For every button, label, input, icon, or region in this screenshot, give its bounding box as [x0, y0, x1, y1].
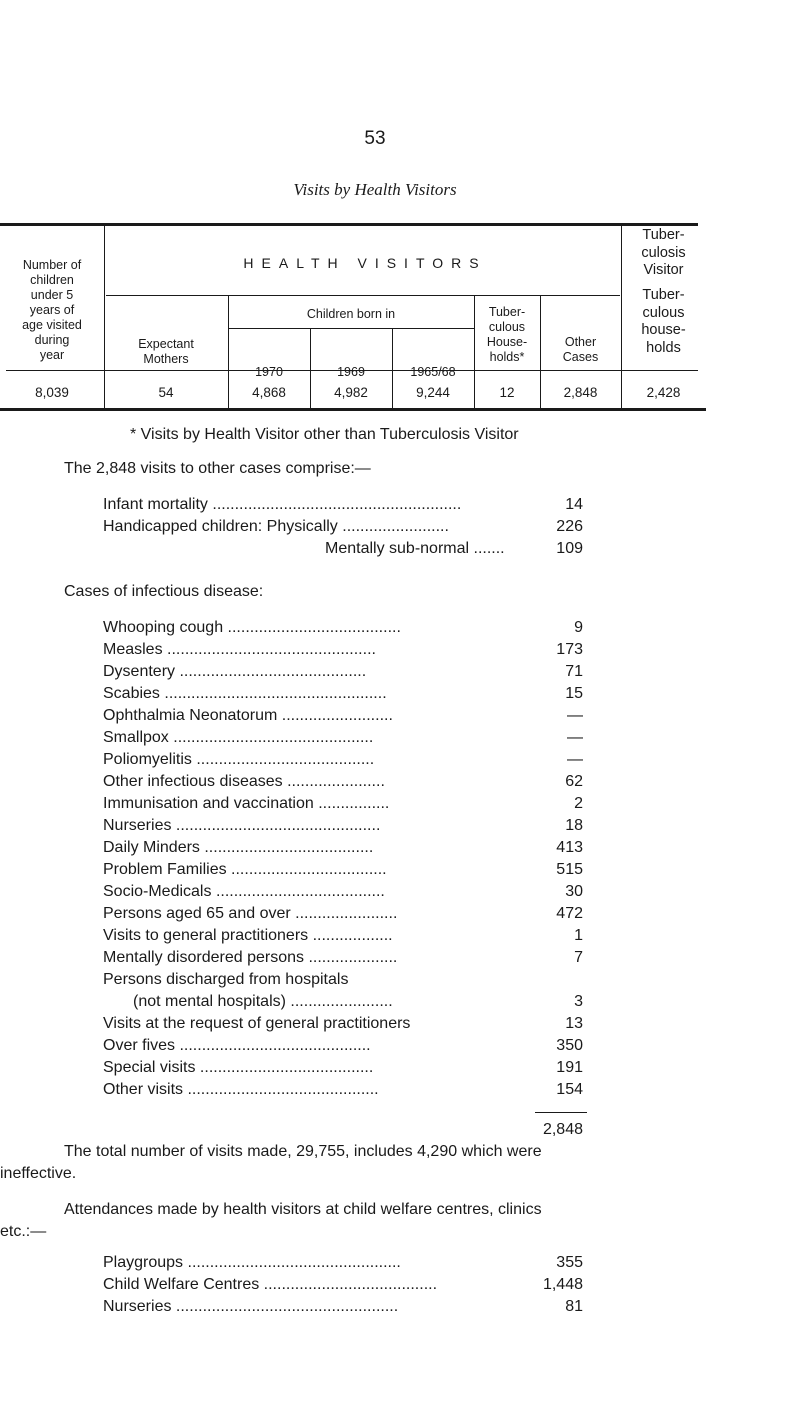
leader-dots: ......................................	[204, 839, 374, 856]
header-text: holds	[646, 339, 681, 356]
list-row	[103, 1081, 583, 1101]
list-value: 62	[565, 773, 583, 790]
leader-dots: ...............................................	[167, 641, 376, 658]
header-text: house-	[641, 322, 686, 338]
header-text: during	[34, 333, 70, 347]
leader-dots: ..................................................	[164, 685, 387, 702]
leader-dots: .......	[473, 540, 505, 557]
list-value: 2	[574, 795, 583, 812]
header-health-visitors: HEALTH VISITORS	[243, 255, 487, 271]
list-row	[103, 773, 583, 793]
leader-dots: .......................................	[199, 1059, 374, 1076]
list-label: Handicapped children: Physically	[103, 518, 343, 535]
leader-dots: .......................	[290, 993, 393, 1010]
list-value: 191	[556, 1059, 583, 1076]
list-row	[103, 663, 583, 683]
header-text: House-	[486, 335, 528, 349]
header-text: Tuber-	[488, 305, 526, 319]
list-value: 1	[574, 927, 583, 944]
list-row	[103, 927, 583, 947]
header-other-cases	[540, 335, 621, 365]
leader-dots: .............................................	[173, 729, 374, 746]
leader-dots: .........................	[281, 707, 393, 724]
leader-dots: ...........................................	[179, 1037, 371, 1054]
leader-dots: ........................................	[196, 751, 375, 768]
header-text: culosis	[641, 244, 686, 261]
header-expectant-mothers	[104, 337, 228, 367]
page-number: 53	[364, 128, 386, 149]
list-row	[103, 641, 583, 661]
list-label: Nurseries	[103, 1298, 176, 1315]
leader-dots: .......................................	[227, 619, 401, 636]
list-value: —	[567, 729, 583, 746]
header-text: under 5	[30, 288, 74, 302]
list-label: Scabies	[103, 685, 165, 702]
value-number-children: 8,039	[35, 385, 69, 400]
leader-dots: ......................	[287, 773, 385, 790]
leader-dots: ...................................	[231, 861, 387, 878]
paragraph-attendances-cont: etc.:—	[0, 1223, 47, 1240]
list-value: 355	[556, 1254, 583, 1271]
list-value: 18	[565, 817, 583, 834]
leader-dots: ..............................................	[175, 817, 381, 834]
header-text: year	[39, 348, 65, 362]
header-children-born-in: Children born in	[306, 307, 396, 321]
header-text: children	[30, 273, 74, 287]
list-row	[103, 1059, 583, 1079]
header-text: Expectant	[138, 337, 194, 351]
table-bottom-rule	[0, 408, 706, 411]
paragraph-total-visits: The total number of visits made, 29,755, includes 4,290 which were	[64, 1143, 542, 1160]
list-label: Persons discharged from hospitals	[103, 971, 349, 988]
list-value: 13	[565, 1015, 583, 1032]
list-value: 30	[565, 883, 583, 900]
list-label: Ophthalmia Neonatorum	[103, 707, 282, 724]
header-text: Cases	[562, 350, 599, 364]
leader-dots: .......................................	[263, 1276, 438, 1293]
leader-dots: .......................	[295, 905, 398, 922]
intro-text: The 2,848 visits to other cases comprise:—	[64, 460, 371, 477]
list-value: 413	[556, 839, 583, 856]
leader-dots: ..................................................	[175, 1298, 399, 1315]
list-row	[103, 839, 583, 859]
header-text: Tuber-	[642, 227, 685, 243]
header-tb-visitor-households	[621, 287, 706, 357]
list-value: 226	[556, 518, 583, 535]
list-row	[103, 1015, 583, 1035]
list-value: 15	[565, 685, 583, 702]
list-row	[103, 905, 583, 925]
list-row	[103, 883, 583, 903]
list-label: Playgroups	[103, 1254, 188, 1271]
list-row	[103, 619, 583, 639]
footnote: * Visits by Health Visitor other than Tuberculosis Visitor	[130, 426, 519, 443]
total-value: 2,848	[542, 1121, 583, 1138]
list-value: 71	[565, 663, 583, 680]
list-row	[103, 707, 583, 727]
list-label: Other visits	[103, 1081, 188, 1098]
list-row	[103, 949, 583, 969]
list-value: 81	[565, 1298, 583, 1315]
list-value: 515	[556, 861, 583, 878]
list-row	[103, 496, 583, 516]
value-expectant-mothers: 54	[158, 385, 174, 400]
header-tuberculous-households	[474, 305, 540, 365]
list-value: —	[567, 707, 583, 724]
list-label: Dysentery	[103, 663, 180, 680]
list-value: 9	[574, 619, 583, 636]
list-row	[103, 1254, 583, 1274]
value-born-1970: 4,868	[252, 385, 286, 400]
list-label: Nurseries	[103, 817, 176, 834]
infectious-heading: Cases of infectious disease:	[64, 583, 264, 600]
list-label: Visits to general practitioners	[103, 927, 313, 944]
leader-dots: ................................................	[187, 1254, 401, 1271]
list-row	[103, 971, 583, 991]
table-subhead-rule	[106, 295, 620, 296]
list-value: 109	[556, 540, 583, 557]
list-label: Socio-Medicals	[103, 883, 216, 900]
header-number-children	[0, 258, 104, 363]
list-value: 1,448	[542, 1276, 583, 1293]
value-tuberculous-households: 12	[499, 385, 515, 400]
list-label: Persons aged 65 and over	[103, 905, 296, 922]
header-text: age visited	[22, 318, 82, 332]
header-text: Mothers	[143, 352, 189, 366]
list-label: Special visits	[103, 1059, 200, 1076]
header-year-1970: 1970	[255, 365, 283, 379]
header-text: Visitor	[643, 262, 684, 278]
value-born-1965-68: 9,244	[416, 385, 450, 400]
list-value: 154	[556, 1081, 583, 1098]
table-vline-1	[104, 226, 105, 410]
header-text: holds*	[489, 350, 525, 364]
total-rule	[535, 1112, 587, 1113]
list-row	[103, 1276, 583, 1296]
list-label: Over fives	[103, 1037, 180, 1054]
value-tb-visitor-households: 2,428	[646, 385, 681, 400]
header-text: years of	[29, 303, 75, 317]
list-label: (not mental hospitals)	[133, 993, 291, 1010]
list-label: Smallpox	[103, 729, 174, 746]
list-label: Daily Minders	[103, 839, 205, 856]
list-value: 173	[556, 641, 583, 658]
header-text: culous	[642, 304, 685, 321]
leader-dots: ........................................................	[212, 496, 462, 513]
list-label: Visits at the request of general practitioners	[103, 1015, 411, 1032]
list-row	[103, 795, 583, 815]
list-value: 472	[556, 905, 583, 922]
list-label: Problem Families	[103, 861, 232, 878]
header-text: culous	[488, 320, 526, 334]
header-text: Number of	[22, 258, 82, 272]
header-text: Tuber-	[642, 287, 685, 303]
list-label: Immunisation and vaccination	[103, 795, 319, 812]
list-label: Mentally disordered persons	[103, 949, 309, 966]
value-other-cases: 2,848	[563, 385, 598, 400]
list-value: —	[567, 751, 583, 768]
list-value: 350	[556, 1037, 583, 1054]
list-label: Whooping cough	[103, 619, 228, 636]
header-text: Other	[564, 335, 597, 349]
list-value: 7	[574, 949, 583, 966]
header-year-1965-68: 1965/68	[410, 365, 456, 379]
list-row	[103, 751, 583, 771]
page-title: Visits by Health Visitors	[293, 180, 457, 199]
list-label: Child Welfare Centres	[103, 1276, 264, 1293]
list-row	[103, 1298, 583, 1318]
leader-dots: ......................................	[215, 883, 385, 900]
leader-dots: ....................	[308, 949, 398, 966]
list-value: 14	[565, 496, 583, 513]
list-row	[103, 861, 583, 881]
table-years-rule	[228, 328, 474, 329]
list-row	[103, 540, 583, 560]
leader-dots: ................	[318, 795, 390, 812]
list-row	[103, 993, 583, 1013]
leader-dots: ........................	[342, 518, 449, 535]
header-tb-visitor	[621, 227, 706, 280]
list-label: Poliomyelitis	[103, 751, 197, 768]
leader-dots: ..........................................	[179, 663, 367, 680]
paragraph-total-visits-cont: ineffective.	[0, 1165, 77, 1182]
list-row	[103, 685, 583, 705]
list-label: Measles	[103, 641, 168, 658]
list-row	[103, 817, 583, 837]
paragraph-attendances: Attendances made by health visitors at child welfare centres, clinics	[64, 1201, 542, 1218]
value-born-1969: 4,982	[334, 385, 368, 400]
list-row	[103, 729, 583, 749]
health-visitors-table	[0, 0, 800, 420]
list-label: Mentally sub-normal	[325, 540, 474, 557]
list-label: Infant mortality	[103, 496, 213, 513]
header-year-1969: 1969	[337, 365, 365, 379]
leader-dots: ...........................................	[187, 1081, 379, 1098]
list-row	[103, 518, 583, 538]
list-label: Other infectious diseases	[103, 773, 288, 790]
list-row	[103, 1037, 583, 1057]
leader-dots: ..................	[312, 927, 393, 944]
list-value: 3	[574, 993, 583, 1010]
